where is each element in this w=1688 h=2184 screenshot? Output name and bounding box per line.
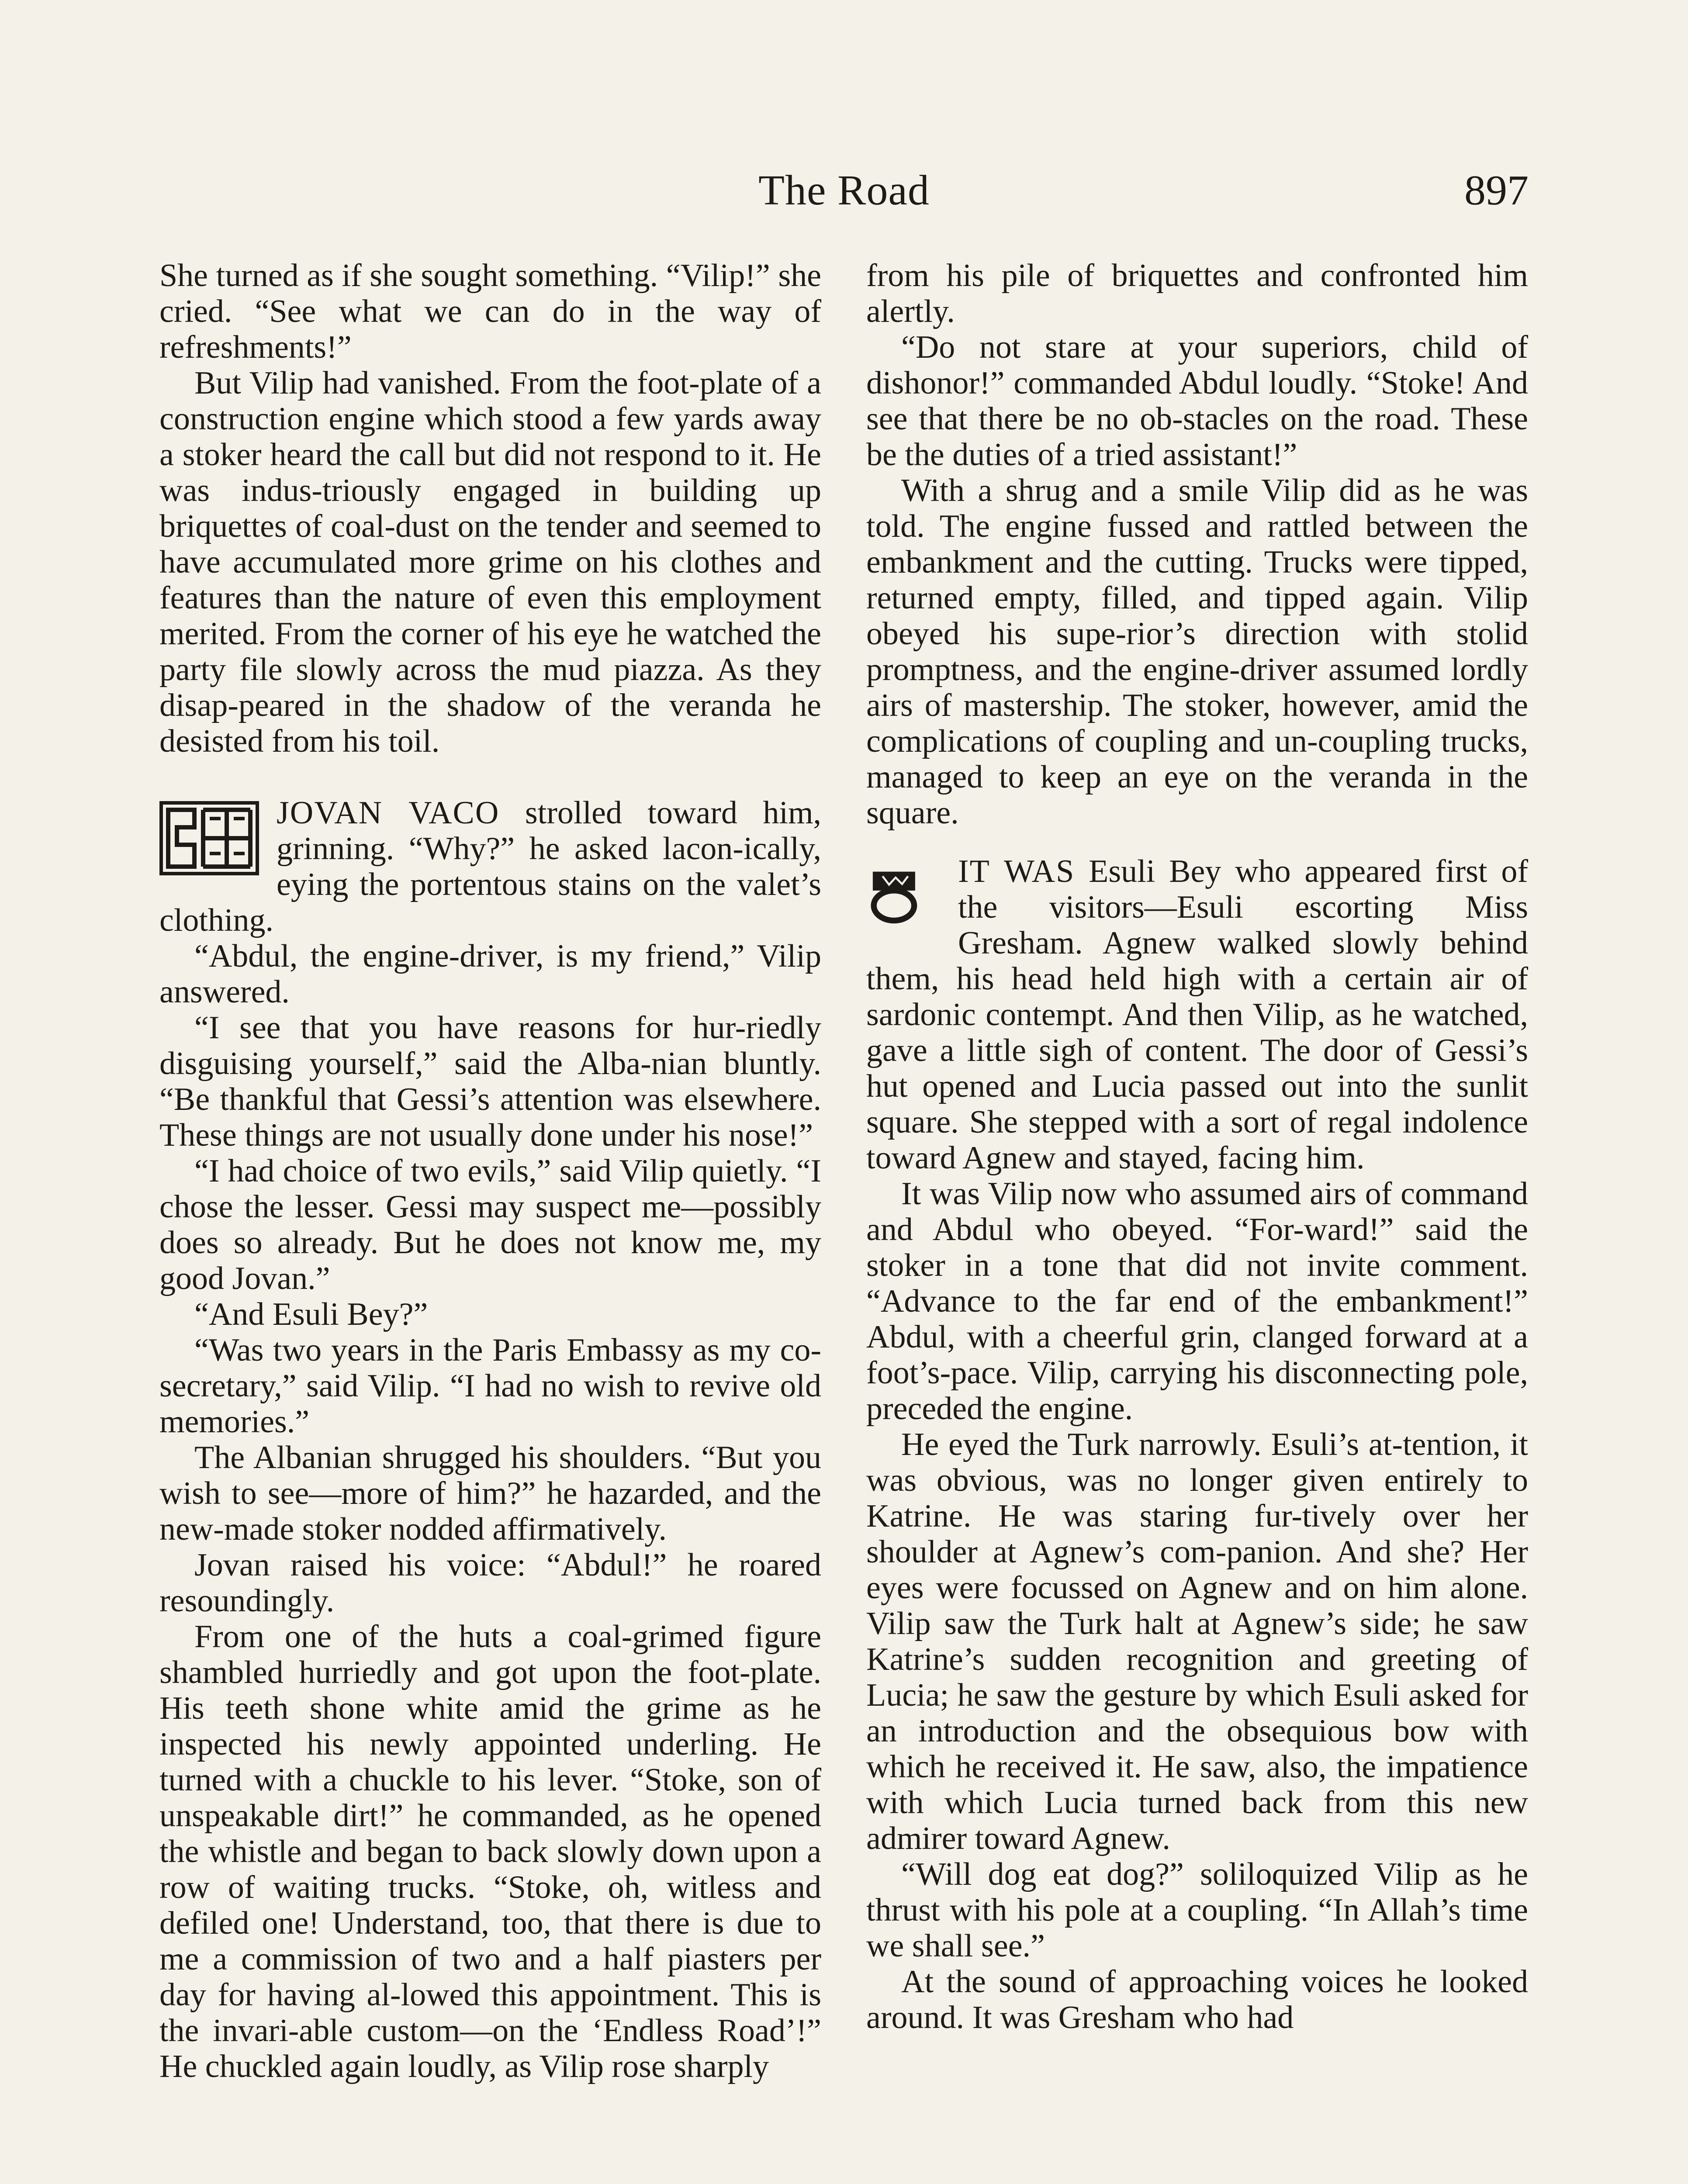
paragraph-continuation: from his pile of briquettes and confronted him alertly. [866,258,1528,329]
running-title: The Road [758,167,930,214]
paragraph: “And Esuli Bey?” [194,1296,428,1332]
paragraph: But Vilip had vanished. From the foot-plate of a construction engine which stood a few yards away a stoker heard the call but did not respond to it. He was indus-triously engaged in building up briquettes of coal-dust on the tender and seemed to have accumulated more grime on his clothes and features than the nature of even this employment merited. From the corner of his eye he watched the party file slowly across the mud piazza. As they disap-peared in the shadow of the veranda he desisted from his toil. [159,365,821,759]
section-lead-words: IT WAS [958,854,1075,889]
paragraph: She turned as if she sought something. “Vilip!” she cried. “See what we can do in the way of refreshments!” [159,258,821,365]
paragraph: With a shrug and a smile Vilip did as he was told. The engine fussed and rattled between the embankment and the cutting. Trucks were tipped, returned empty, filled, and tipped again. Vilip obeyed his supe-rior’s direction with stolid promptness, and the engine-driver assumed lordly airs of mastership. The stoker, however, amid the complications of coupling and un-coupling trucks, managed to keep an eye on the veranda in the square. [866,473,1528,831]
paragraph: The Albanian shrugged his shoulders. “But you wish to see—more of him?” he hazarded, and the new-made stoker nodded affirmatively. [159,1440,821,1547]
paragraph: “Abdul, the engine-driver, is my friend,” Vilip answered. [159,938,821,1010]
section-text: strolled toward him, grinning. “Why?” he asked lacon-ically, eying the portentous stains on the valet’s clothing. [159,795,821,938]
paragraph: At the sound of approaching voices he looked around. It was Gresham who had [866,1964,1528,2035]
section-lead-words: JOVAN VACO [277,795,500,831]
section-text: Esuli Bey who appeared first of the visitors—Esuli escorting Miss Gresham. Agnew walked slowly behind them, his head held high with a certain air of sardonic contempt. And then Vilip, as he watched, gave a little sigh of content. The door of Gessi’s hut opened and Lucia passed out into the sunlit square. She stepped with a sort of regal indolence toward Agnew and stayed, facing him. [866,854,1528,1176]
section-opening-paragraph [159,795,821,938]
decorative-ring-ornament-icon [866,860,941,934]
paragraph: “I see that you have reasons for hur-riedly disguising yourself,” said the Alba-nian bluntly. “Be thankful that Gessi’s attention was elsewhere. These things are not usually done under his nose!” [159,1010,821,1153]
left-column [159,258,821,2084]
decorative-initial-ornament-icon [159,801,259,875]
paragraph: “Do not stare at your superiors, child of dishonor!” commanded Abdul loudly. “Stoke! And see that there be no ob-stacles on the road. These be the duties of a tried assistant!” [866,329,1528,473]
paragraph: “Was two years in the Paris Embassy as my co-secretary,” said Vilip. “I had no wish to revive old memories.” [159,1332,821,1440]
section-opening-paragraph [866,854,1528,1176]
paragraph: From one of the huts a coal-grimed figure shambled hurriedly and got upon the foot-plate. His teeth shone white amid the grime as he inspected his newly appointed underling. He turned with a chuckle to his lever. “Stoke, son of unspeakable dirt!” he commanded, as he opened the whistle and began to back slowly down upon a row of waiting trucks. “Stoke, oh, witless and defiled one! Understand, too, that there is due to me a commission of two and a half piasters per day for having al-lowed this appointment. This is the invari-able custom—on the ‘Endless Road’!” He chuckled again loudly, as Vilip rose sharply [159,1619,821,2084]
right-column [866,258,1528,2035]
page-number: 897 [1464,167,1529,214]
paragraph: “Will dog eat dog?” soliloquized Vilip as he thrust with his pole at a coupling. “In Allah’s time we shall see.” [866,1856,1528,1964]
paragraph: It was Vilip now who assumed airs of command and Abdul who obeyed. “For-ward!” said the stoker in a tone that did not invite comment. “Advance to the far end of the embankment!” Abdul, with a cheerful grin, clanged forward at a foot’s-pace. Vilip, carrying his disconnecting pole, preceded the engine. [866,1176,1528,1427]
paragraph: “I had choice of two evils,” said Vilip quietly. “I chose the lesser. Gessi may suspect me—possibly does so already. But he does not know me, my good Jovan.” [159,1153,821,1296]
paragraph: He eyed the Turk narrowly. Esuli’s at-tention, it was obvious, was no longer given entirely to Katrine. He was staring fur-tively over her shoulder at Agnew’s com-panion. And she? Her eyes were focussed on Agnew and on him alone. Vilip saw the Turk halt at Agnew’s side; he saw Katrine’s sudden recognition and greeting of Lucia; he saw the gesture by which Esuli asked for an introduction and the obsequious bow with which he received it. He saw, also, the impatience with which Lucia turned back from this new admirer toward Agnew. [866,1427,1528,1856]
paragraph: Jovan raised his voice: “Abdul!” he roared resoundingly. [159,1547,821,1619]
